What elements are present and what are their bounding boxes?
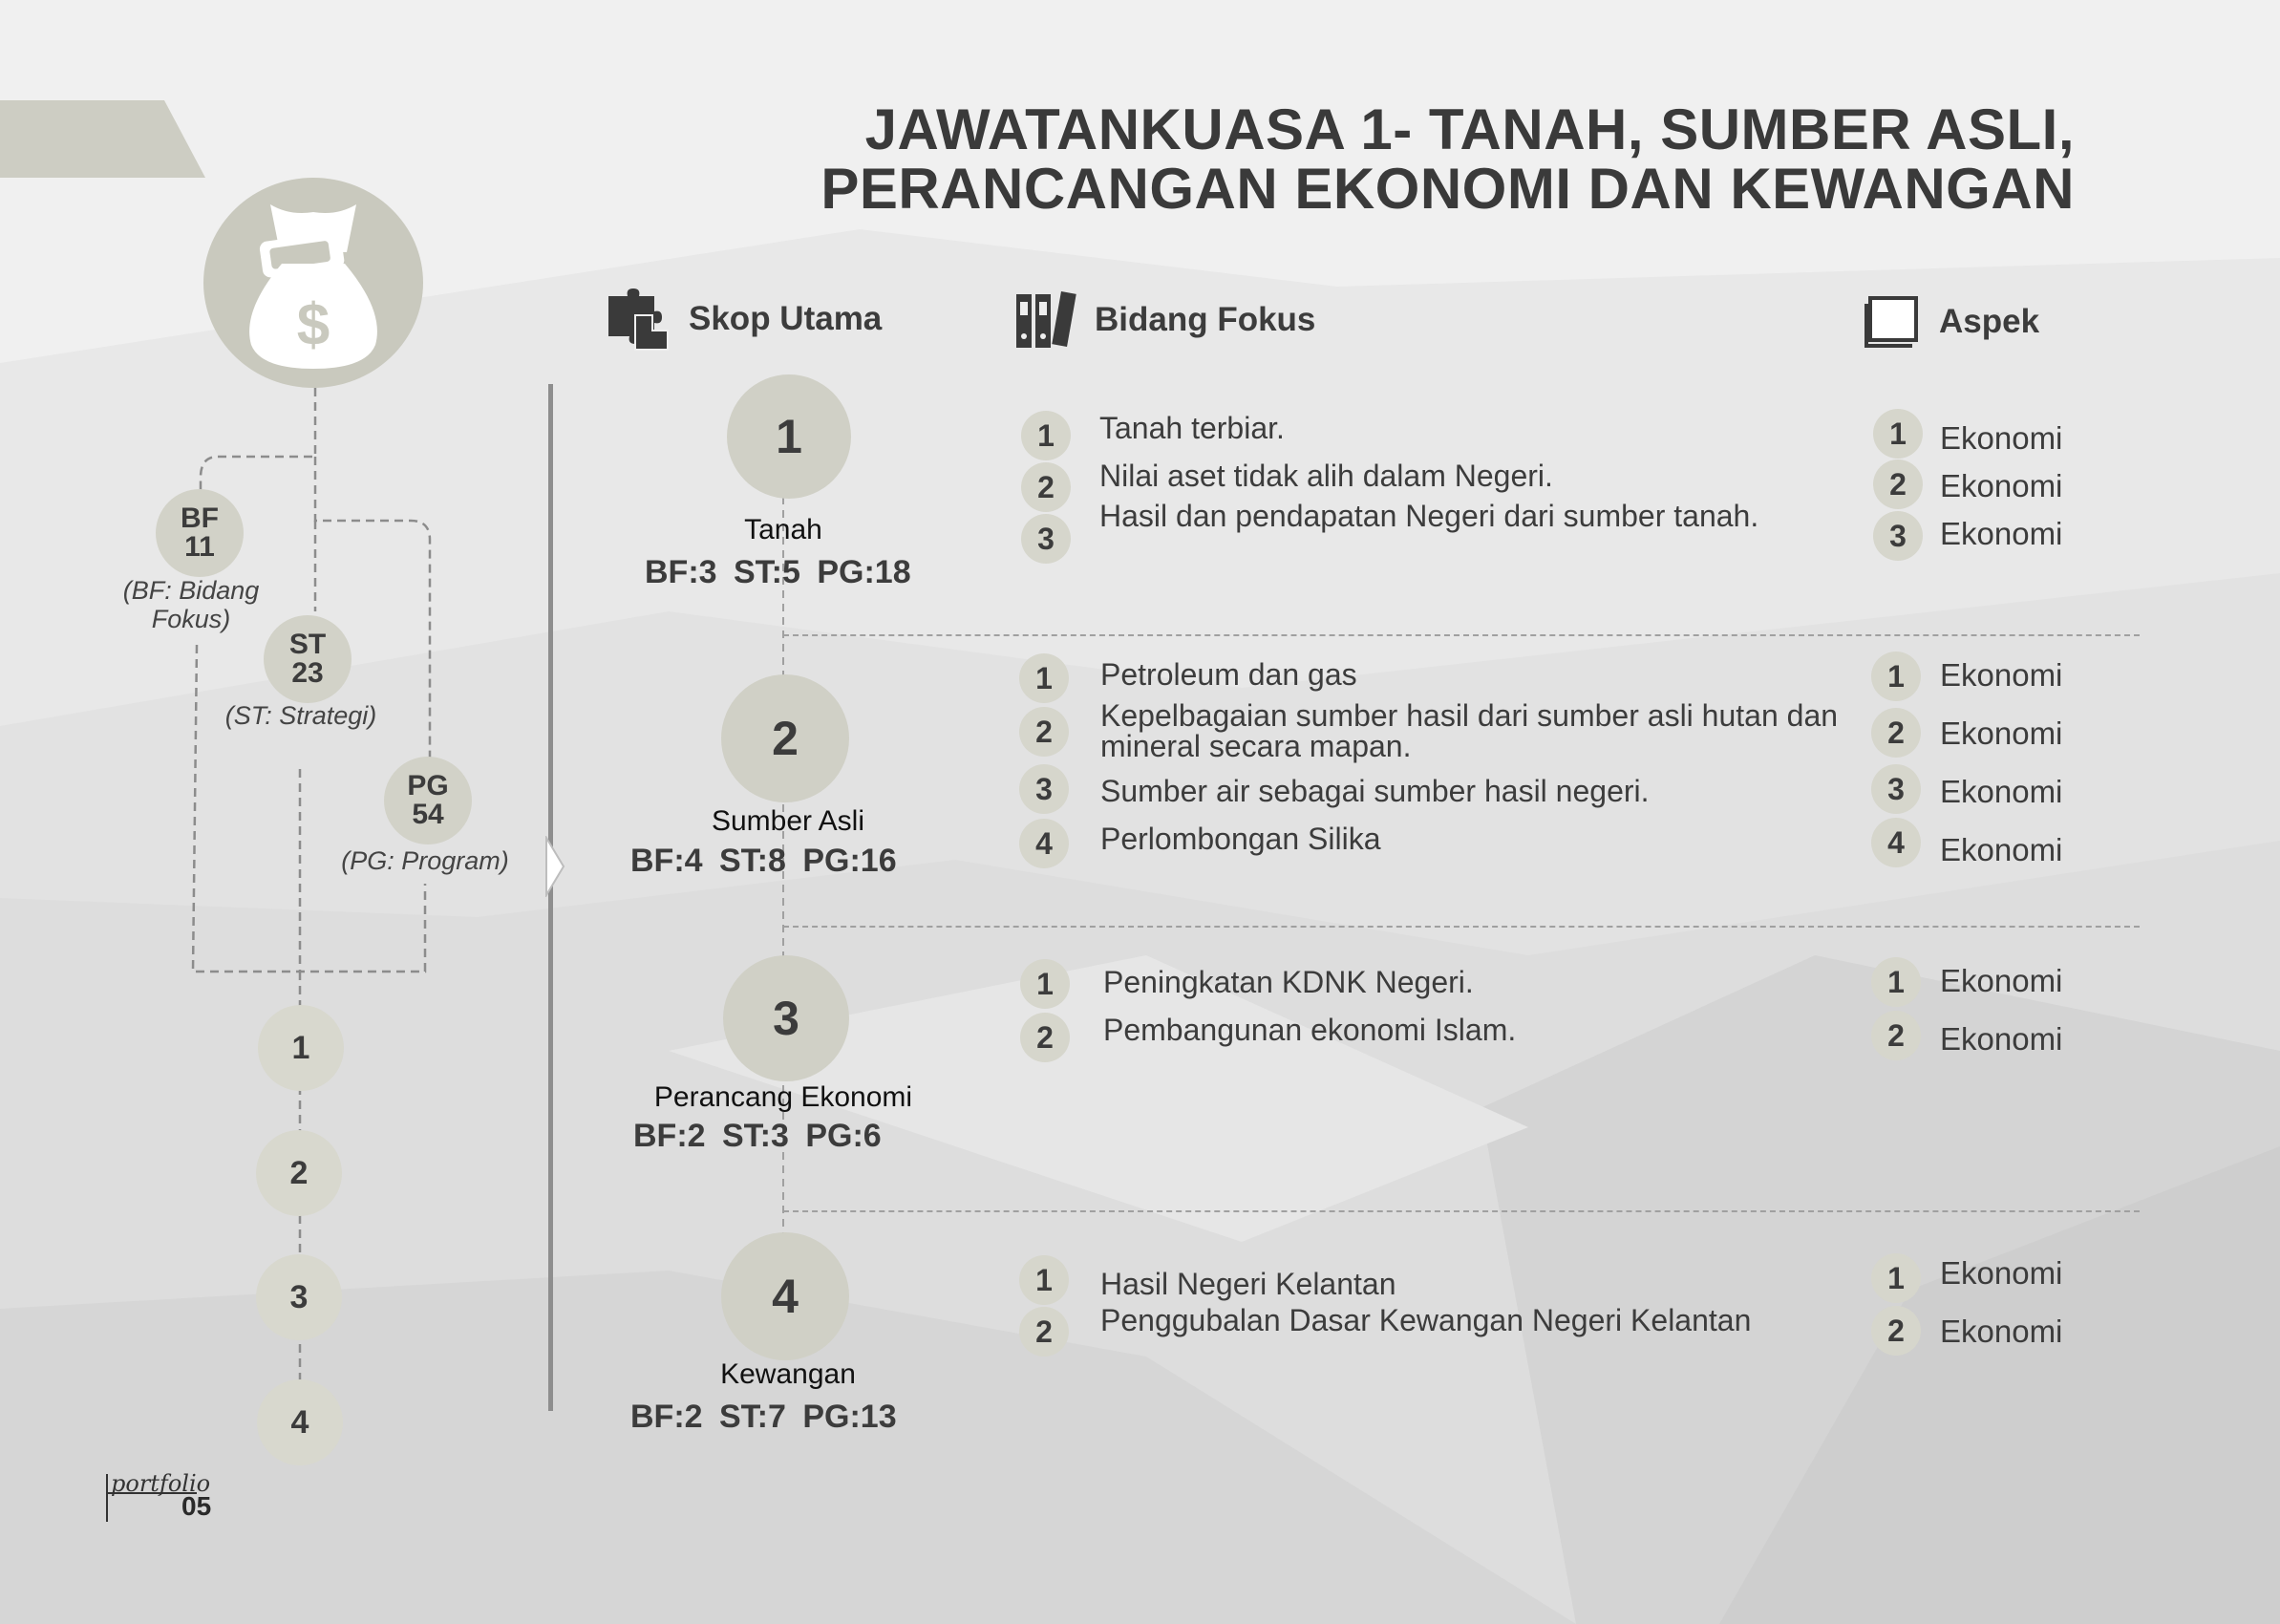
aspect-1-1-text: Ekonomi [1940, 420, 2063, 456]
header-focus-label: Bidang Fokus [1095, 301, 1316, 338]
header-scope-label: Skop Utama [689, 300, 883, 337]
bf-legend-line-1: (BF: Bidang [122, 576, 260, 605]
page-number: 05 [181, 1491, 212, 1521]
aspect-3-2-number: 2 [1871, 1011, 1921, 1060]
scope-4-stats: BF:2 ST:7 PG:13 [630, 1399, 897, 1435]
title-line-2: PERANCANGAN EKONOMI DAN KEWANGAN [820, 157, 2075, 221]
pg-node [384, 757, 472, 844]
scope-3-stats: BF:2 ST:3 PG:6 [633, 1118, 882, 1154]
aspect-4-2-text: Ekonomi [1940, 1314, 2063, 1349]
focus-1-2-number: 2 [1021, 462, 1071, 512]
st-label: ST [288, 629, 327, 660]
focus-1-3-text: Hasil dan pendapatan Negeri dari sumber tanah. [1099, 499, 1759, 533]
brand-text: portfolio [111, 1470, 211, 1497]
scope-4-name: Kewangan [720, 1358, 856, 1390]
aspect-2-1-text: Ekonomi [1940, 657, 2063, 693]
focus-2-4-number: 4 [1019, 819, 1069, 868]
separator-3 [783, 1210, 2140, 1212]
focus-1-3-number: 3 [1021, 514, 1071, 564]
aspect-4-2-number: 2 [1871, 1306, 1921, 1356]
aspect-1-2-text: Ekonomi [1940, 468, 2063, 503]
scope-4-circle: 4 [721, 1232, 849, 1360]
focus-1-1-number: 1 [1021, 411, 1071, 460]
pg-label: PG [407, 770, 449, 801]
tree-number-2: 2 [256, 1130, 342, 1216]
focus-3-2-text: Pembangunan ekonomi Islam. [1103, 1013, 1517, 1047]
scope-2-circle: 2 [721, 674, 849, 802]
aspect-1-1-number: 1 [1873, 409, 1923, 459]
focus-4-2-number: 2 [1019, 1307, 1069, 1357]
scope-3-circle: 3 [723, 955, 849, 1081]
focus-2-3-number: 3 [1019, 764, 1069, 814]
aspect-1-3-text: Ekonomi [1940, 516, 2063, 551]
aspect-3-2-text: Ekonomi [1940, 1021, 2063, 1057]
st-legend: (ST: Strategi) [224, 701, 377, 730]
aspect-2-3-text: Ekonomi [1940, 774, 2063, 809]
focus-4-1-number: 1 [1019, 1255, 1069, 1305]
focus-2-3-text: Sumber air sebagai sumber hasil negeri. [1100, 774, 1650, 808]
header-aspect [1863, 294, 2039, 350]
st-value: 23 [291, 657, 324, 689]
aspect-2-4-text: Ekonomi [1940, 832, 2063, 867]
bf-label: BF [181, 502, 219, 534]
focus-2-4-text: Perlombongan Silika [1100, 822, 1381, 856]
aspect-2-1-number: 1 [1871, 652, 1921, 701]
aspect-2-2-text: Ekonomi [1940, 716, 2063, 751]
puzzle-icon [607, 287, 671, 352]
bf-legend [105, 576, 277, 633]
focus-1-1-text: Tanah terbiar. [1099, 411, 1285, 445]
binders-icon [1014, 288, 1077, 352]
aspect-2-2-number: 2 [1871, 708, 1921, 758]
tree-number-3: 3 [256, 1254, 342, 1340]
focus-2-2-line-1: Kepelbagaian sumber hasil dari sumber asli hutan dan [1100, 698, 1839, 733]
bf-node [156, 489, 244, 577]
scope-1-circle: 1 [727, 374, 851, 499]
scope-1-stats: BF:3 ST:5 PG:18 [645, 554, 911, 590]
pg-value: 54 [412, 799, 444, 830]
focus-2-2-text [1100, 700, 1838, 761]
aspect-1-3-number: 3 [1873, 511, 1923, 561]
notebook-icon [1863, 294, 1922, 350]
focus-4-1-text: Hasil Negeri Kelantan [1100, 1267, 1396, 1301]
tree-number-1: 1 [258, 1005, 344, 1091]
aspect-3-1-text: Ekonomi [1940, 963, 2063, 998]
aspect-2-4-number: 4 [1871, 818, 1921, 867]
bf-value: 11 [184, 531, 215, 563]
footer [105, 1466, 220, 1528]
scope-2-stats: BF:4 ST:8 PG:16 [630, 843, 897, 879]
scope-2-name: Sumber Asli [711, 805, 865, 837]
aspect-1-2-number: 2 [1873, 459, 1923, 509]
separator-2 [783, 926, 2140, 928]
scope-1-name: Tanah [744, 514, 822, 545]
st-node [264, 615, 352, 703]
aspect-2-3-number: 3 [1871, 764, 1921, 814]
focus-2-1-number: 1 [1019, 653, 1069, 703]
page-title [820, 97, 2075, 221]
tree-number-4: 4 [257, 1379, 343, 1465]
bf-legend-line-2: Fokus) [151, 605, 231, 633]
header-aspect-label: Aspek [1939, 303, 2040, 340]
title-line-1: JAWATANKUASA 1- TANAH, SUMBER ASLI, [864, 97, 2075, 161]
focus-2-2-number: 2 [1019, 707, 1069, 757]
focus-2-2-line-2: mineral secara mapan. [1100, 729, 1412, 763]
divider-arrow [544, 836, 565, 897]
focus-3-1-text: Peningkatan KDNK Negeri. [1103, 965, 1474, 999]
header-scope [607, 287, 882, 352]
focus-2-1-text: Petroleum dan gas [1100, 657, 1357, 692]
focus-3-1-number: 1 [1020, 959, 1070, 1009]
aspect-4-1-number: 1 [1871, 1253, 1921, 1303]
header-focus [1014, 288, 1315, 352]
svg-text:$: $ [296, 292, 330, 358]
section-divider [548, 384, 553, 1411]
scope-3-name: Perancang Ekonomi [653, 1081, 913, 1113]
separator-1 [783, 634, 2140, 636]
focus-4-2-text: Penggubalan Dasar Kewangan Negeri Kelantan [1100, 1303, 1752, 1337]
focus-1-2-text: Nilai aset tidak alih dalam Negeri. [1099, 459, 1553, 493]
focus-3-2-number: 2 [1020, 1013, 1070, 1062]
aspect-3-1-number: 1 [1871, 957, 1921, 1007]
aspect-4-1-text: Ekonomi [1940, 1255, 2063, 1291]
pg-legend: (PG: Program) [341, 846, 509, 875]
